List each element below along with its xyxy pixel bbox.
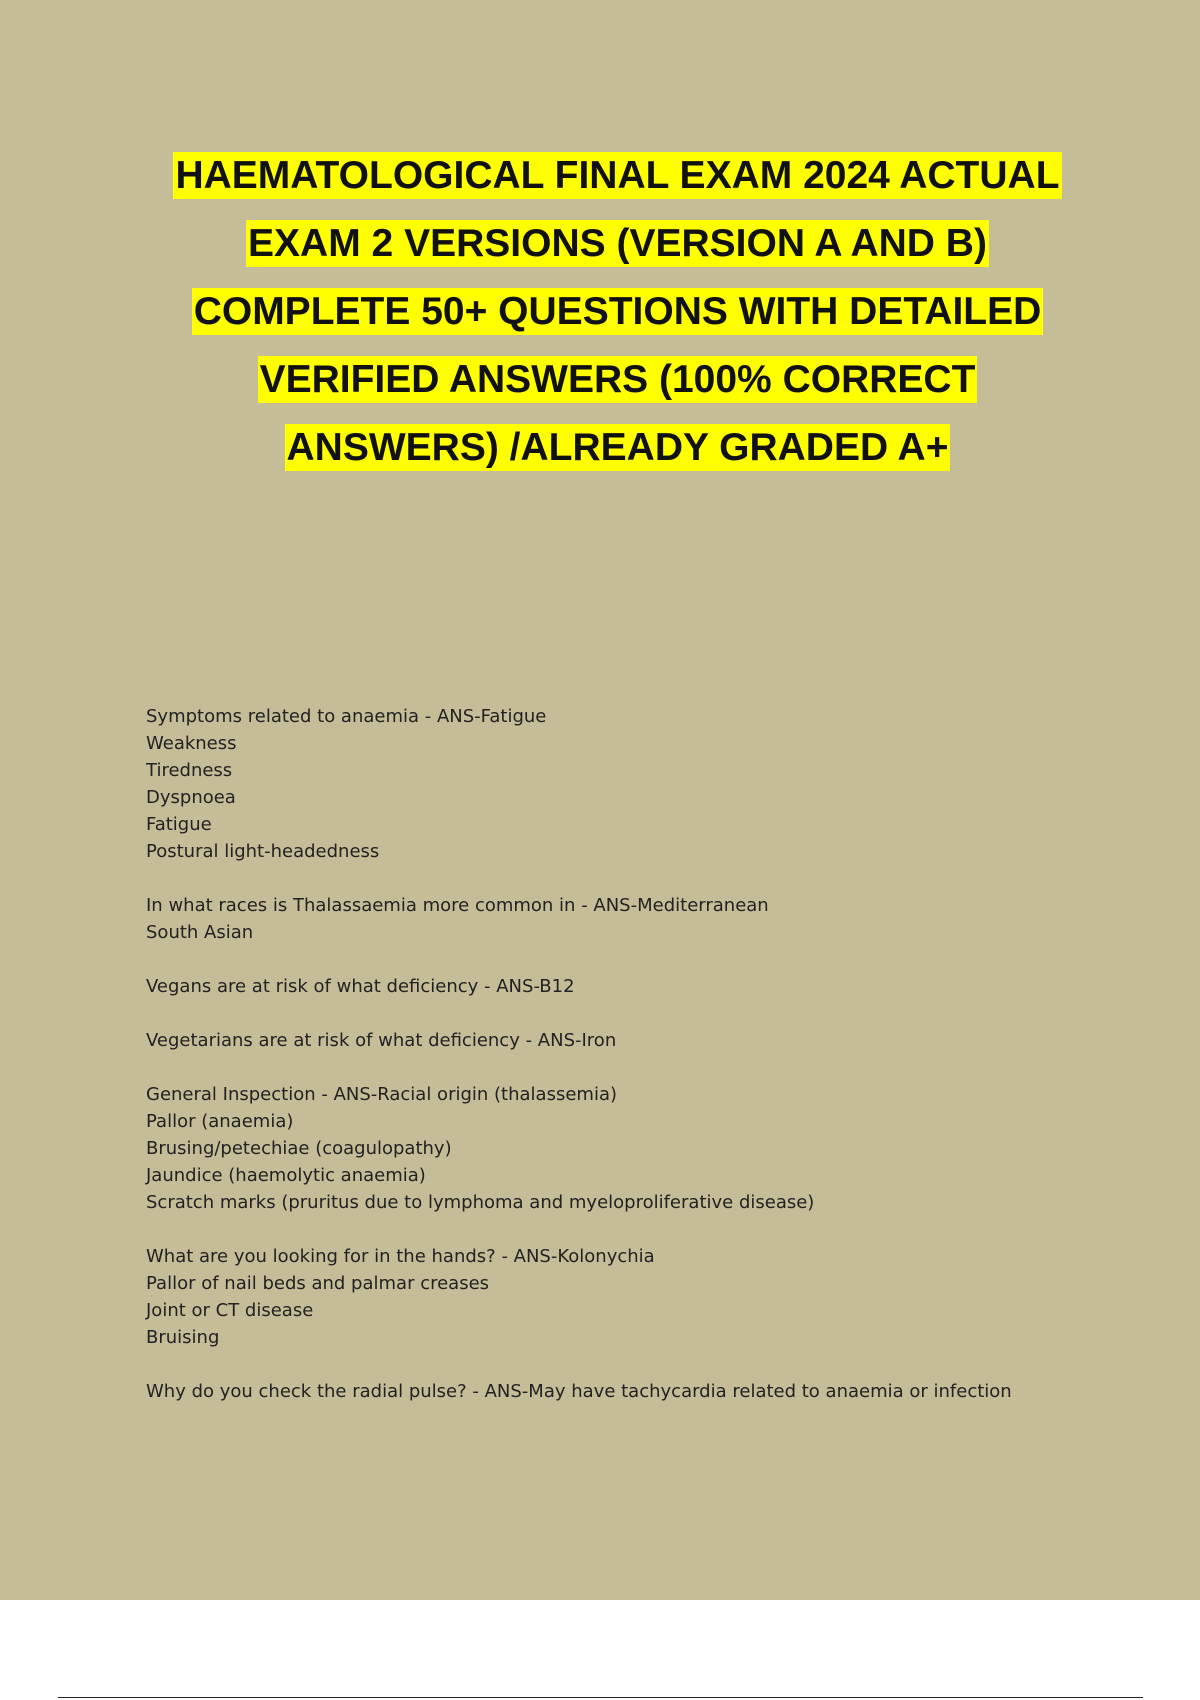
- qa-line: Vegetarians are at risk of what deficiency - ANS-Iron: [146, 1030, 617, 1051]
- qa-line: South Asian: [146, 922, 254, 943]
- qa-item: [146, 892, 1146, 946]
- title-text: ANSWERS) /ALREADY GRADED A+: [286, 426, 949, 469]
- qa-item: [146, 703, 1146, 865]
- document-title: [60, 142, 1175, 482]
- qa-line: General Inspection - ANS-Racial origin (thalassemia): [146, 1084, 617, 1105]
- qa-line: Dyspnoea: [146, 787, 236, 808]
- qa-line: Brusing/petechiae (coagulopathy): [146, 1138, 452, 1159]
- qa-line: Scratch marks (pruritus due to lymphoma and myeloproliferative disease): [146, 1192, 815, 1213]
- qa-item: [146, 1027, 1146, 1054]
- qa-line: Weakness: [146, 733, 237, 754]
- title-line: [60, 278, 1175, 346]
- title-line: [60, 414, 1175, 482]
- title-text: COMPLETE 50+ QUESTIONS WITH DETAILED: [193, 290, 1042, 333]
- qa-line: Pallor of nail beds and palmar creases: [146, 1273, 490, 1294]
- title-line: [60, 142, 1175, 210]
- qa-line: Joint or CT disease: [146, 1300, 314, 1321]
- qa-item: [146, 1081, 1146, 1216]
- qa-item: [146, 1243, 1146, 1351]
- qa-line: Postural light-headedness: [146, 841, 380, 862]
- qa-item: [146, 973, 1146, 1000]
- title-text: HAEMATOLOGICAL FINAL EXAM 2024 ACTUAL: [175, 154, 1060, 197]
- qa-line: In what races is Thalassaemia more common in - ANS-Mediterranean: [146, 895, 769, 916]
- qa-line: Vegans are at risk of what deficiency - ANS-B12: [146, 976, 575, 997]
- title-text: EXAM 2 VERSIONS (VERSION A AND B): [248, 222, 987, 265]
- title-text: VERIFIED ANSWERS (100% CORRECT: [259, 358, 976, 401]
- qa-list: [146, 703, 1146, 1432]
- qa-line: Pallor (anaemia): [146, 1111, 294, 1132]
- qa-line: Why do you check the radial pulse? - ANS-May have tachycardia related to anaemia or infection: [146, 1381, 1012, 1402]
- qa-line: Bruising: [146, 1327, 220, 1348]
- qa-line: Symptoms related to anaemia - ANS-Fatigue: [146, 706, 547, 727]
- qa-item: [146, 1378, 1146, 1405]
- qa-line: Fatigue: [146, 814, 212, 835]
- qa-line: Jaundice (haemolytic anaemia): [146, 1165, 426, 1186]
- footer-divider: [58, 1697, 1143, 1698]
- title-line: [60, 210, 1175, 278]
- title-line: [60, 346, 1175, 414]
- qa-line: What are you looking for in the hands? - ANS-Kolonychia: [146, 1246, 655, 1267]
- qa-line: Tiredness: [146, 760, 233, 781]
